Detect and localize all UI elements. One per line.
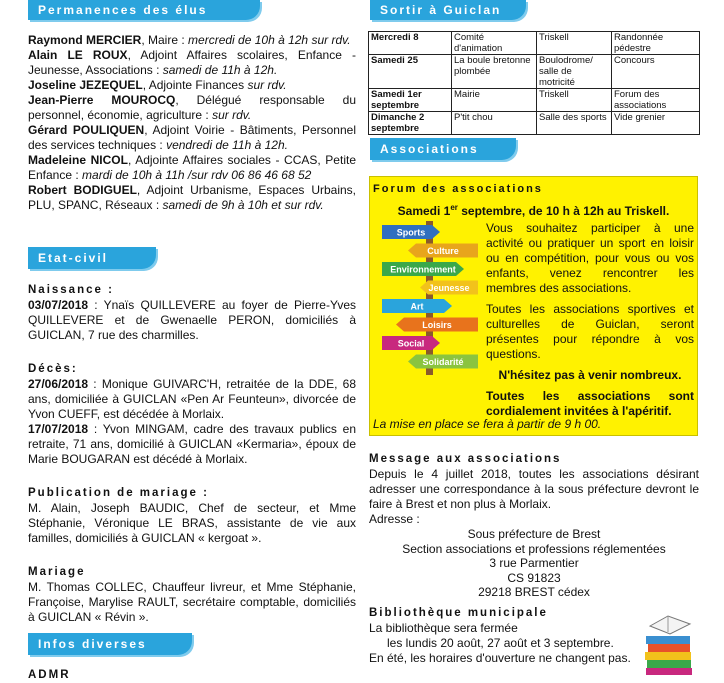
mariage-heading: Mariage — [28, 566, 86, 578]
signpost-image — [378, 221, 482, 375]
elu-entry: Joseline JEZEQUEL, Adjointe Finances sur rdv. — [28, 78, 287, 92]
sign-label: Loisirs — [422, 320, 452, 330]
biblio-section: Bibliothèque municipale La bibliothèque sera fermée les lundis 20 août, 27 août et 3 septembre. En été, les horaires d'ouverture ne changent pas. — [369, 606, 639, 666]
table-row: Samedi 1er septembre Mairie Triskell Forum des associations — [369, 89, 700, 112]
events-table — [368, 31, 700, 135]
section-banner-sortir: Sortir à Guiclan — [370, 0, 526, 20]
deces-heading: Décès: — [28, 363, 78, 375]
sign-label: Environnement — [390, 264, 456, 275]
section-banner-etat-civil: Etat-civil — [28, 247, 156, 269]
table-row: Samedi 25 La boule bretonne plombée Boulodrome/ salle de motricité Concours — [369, 55, 700, 89]
sign-label: Culture — [427, 246, 459, 256]
forum-title: Forum des associations — [373, 183, 543, 195]
address-label: Adresse : — [369, 512, 420, 526]
section-banner-elus: Permanences des élus — [28, 0, 260, 20]
elu-entry: Raymond MERCIER, Maire : mercredi de 10h à 12h sur rdv. — [28, 33, 351, 47]
sign-label: Social — [397, 338, 425, 349]
elus-list — [28, 33, 356, 213]
sign-label: Solidarité — [422, 357, 464, 367]
publication-heading: Publication de mariage : — [28, 487, 209, 499]
elu-entry: Madeleine NICOL, Adjointe Affaires sociales - CCAS, Petite Enfance : mardi de 10h à 11h /sur rdv 06 86 46 68 52 — [28, 153, 356, 182]
publication-text: M. Alain, Joseph BAUDIC, Chef de secteur, et Mme Stéphanie, Véronique LE BRAS, assistante de vie aux familles, domiciliés à GUICLAN « kergoat ». — [28, 501, 356, 545]
sign-label: Sports — [396, 227, 426, 238]
section-banner-associations: Associations — [370, 138, 516, 160]
table-row: Dimanche 2 septembre P'tit chou Salle des sports Vide grenier — [369, 112, 700, 135]
etat-civil-content — [28, 283, 356, 625]
elu-entry: Robert BODIGUEL, Adjoint Urbanisme, Espaces Urbains, PLU, SPANC, Réseaux : samedi de 9h à 10h et sur rdv. — [28, 183, 356, 212]
address-block: Sous préfecture de Brest Section associations et professions réglementées 3 rue Parmentier CS 91823 29218 BREST cédex — [402, 527, 666, 599]
forum-setup-note: La mise en place se fera à partir de 9 h 00. — [373, 417, 602, 431]
biblio-heading: Bibliothèque municipale — [369, 607, 548, 619]
naissance-entry: 03/07/2018 : Ynaïs QUILLEVERE au foyer de Pierre-Yves QUILLEVERE et de Gwenaelle PERON, domiciliés à GUICLAN, 7 rue des charmilles. — [28, 298, 356, 342]
message-text: Depuis le 4 juillet 2018, toutes les associations désirant adresser une correspondance à la sous préfecture devront le faire à Brest et non plus à Morlaix. — [369, 467, 699, 511]
forum-text: Vous souhaitez participer à une activité ou pratiquer un sport en loisir ou en compétition, pour vous ou vos enfants, venez rencontrer les membres des associations. Toutes les associations sportives et culturelles de Guiclan, seront présentes pour répondre à vos questions. N'hésitez pas à venir nombreux. Toutes les associations sont cordialement invitées à l'apéritif. — [486, 221, 694, 418]
admr-heading: ADMR — [28, 669, 71, 681]
message-heading: Message aux associations — [369, 453, 562, 465]
deces-entry: 17/07/2018 : Yvon MINGAM, cadre des travaux publics en retraite, 71 ans, domicilié à GUICLAN «Kermaria», époux de Marie BOUGARAN est décédé à Morlaix. — [28, 422, 356, 466]
elu-entry: Gérard POULIQUEN, Adjoint Voirie - Bâtiments, Personnel des services techniques : vendredi de 11h à 12h. — [28, 123, 356, 152]
table-row: Mercredi 8 Comité d'animation Triskell Randonnée pédestre — [369, 32, 700, 55]
books-icon — [640, 612, 698, 675]
message-section — [369, 452, 699, 600]
forum-date: Samedi 1er septembre, de 10 h à 12h au Triskell. — [397, 203, 670, 218]
sign-label: Art — [410, 301, 424, 312]
elu-entry: Alain LE ROUX, Adjoint Affaires scolaires, Enfance - Jeunesse, Associations : samedi de 11h à 12h. — [28, 48, 356, 77]
elu-entry: Jean-Pierre MOUROCQ, Délégué responsable du personnel, économie, agriculture : sur rdv. — [28, 93, 357, 122]
forum-box — [369, 176, 698, 436]
naissance-heading: Naissance : — [28, 284, 114, 296]
sign-label: Jeunesse — [428, 283, 470, 293]
mariage-text: M. Thomas COLLEC, Chauffeur livreur, et Mme Stéphanie, Françoise, Marylise RAULT, secrétaire comptable, domiciliés à GUICLAN « Révin ». — [28, 580, 356, 624]
deces-entry: 27/06/2018 : Monique GUIVARC'H, retraitée de la DDE, 68 ans, domiciliée à GUICLAN «Pen Ar Feunteun», divorcée de Yvon CUEFF, est décédée à Morlaix. — [28, 377, 356, 421]
section-banner-infos: Infos diverses — [28, 633, 192, 655]
